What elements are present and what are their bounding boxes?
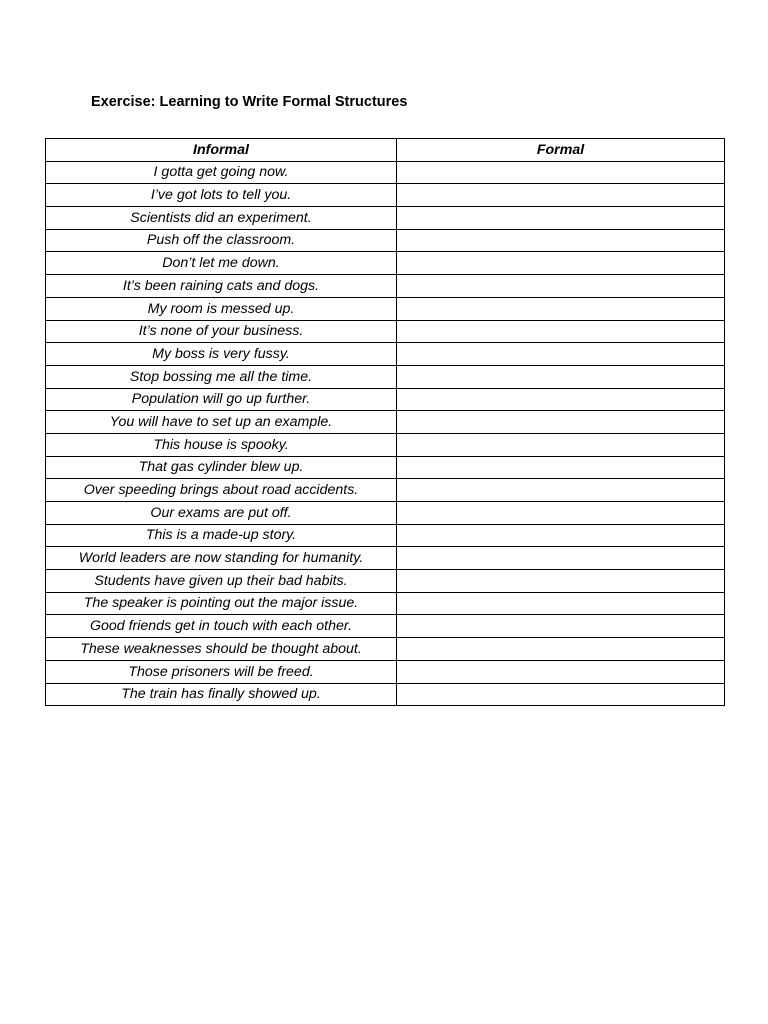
informal-cell: Students have given up their bad habits. [46,570,397,593]
table-row [46,502,725,525]
table-row [46,638,725,661]
informal-cell: I gotta get going now. [46,161,397,184]
table-row [46,365,725,388]
formal-answer-cell[interactable] [397,411,725,434]
formal-answer-cell[interactable] [397,252,725,275]
formal-answer-cell[interactable] [397,275,725,298]
formal-answer-cell[interactable] [397,592,725,615]
informal-cell: Over speeding brings about road accidents. [46,479,397,502]
table-row [46,343,725,366]
table-row [46,592,725,615]
informal-cell: Don’t let me down. [46,252,397,275]
informal-cell: The speaker is pointing out the major issue. [46,592,397,615]
formal-answer-cell[interactable] [397,297,725,320]
informal-cell: My room is messed up. [46,297,397,320]
table-row [46,184,725,207]
table-row [46,161,725,184]
informal-cell: That gas cylinder blew up. [46,456,397,479]
formal-answer-cell[interactable] [397,524,725,547]
formal-answer-cell[interactable] [397,570,725,593]
table-row [46,547,725,570]
formal-answer-cell[interactable] [397,433,725,456]
table-row [46,388,725,411]
informal-cell: It’s been raining cats and dogs. [46,275,397,298]
table-row [46,456,725,479]
informal-cell: This house is spooky. [46,433,397,456]
formal-answer-cell[interactable] [397,207,725,230]
informal-cell: Population will go up further. [46,388,397,411]
formal-answer-cell[interactable] [397,660,725,683]
formal-answer-cell[interactable] [397,184,725,207]
informal-cell: The train has finally showed up. [46,683,397,706]
informal-cell: I’ve got lots to tell you. [46,184,397,207]
formal-answer-cell[interactable] [397,161,725,184]
informal-cell: It’s none of your business. [46,320,397,343]
table-row [46,229,725,252]
formal-answer-cell[interactable] [397,502,725,525]
column-header-formal: Formal [397,139,725,162]
informal-cell: Stop bossing me all the time. [46,365,397,388]
table-row [46,615,725,638]
informal-cell: Good friends get in touch with each other. [46,615,397,638]
formal-answer-cell[interactable] [397,479,725,502]
table-row [46,275,725,298]
table-row [46,320,725,343]
table-row [46,479,725,502]
table-row [46,683,725,706]
formal-answer-cell[interactable] [397,638,725,661]
table-row [46,524,725,547]
formal-answer-cell[interactable] [397,683,725,706]
informal-cell: Those prisoners will be freed. [46,660,397,683]
formal-answer-cell[interactable] [397,343,725,366]
informal-cell: You will have to set up an example. [46,411,397,434]
informal-cell: This is a made-up story. [46,524,397,547]
formal-answer-cell[interactable] [397,456,725,479]
column-header-informal: Informal [46,139,397,162]
table-row [46,252,725,275]
table-row [46,660,725,683]
formal-answer-cell[interactable] [397,547,725,570]
informal-cell: World leaders are now standing for humanity. [46,547,397,570]
formal-answer-cell[interactable] [397,320,725,343]
formal-answer-cell[interactable] [397,365,725,388]
table-row [46,207,725,230]
exercise-table [45,138,725,706]
formal-answer-cell[interactable] [397,229,725,252]
formal-answer-cell[interactable] [397,388,725,411]
informal-cell: Our exams are put off. [46,502,397,525]
informal-cell: Scientists did an experiment. [46,207,397,230]
formal-answer-cell[interactable] [397,615,725,638]
informal-cell: My boss is very fussy. [46,343,397,366]
table-row [46,297,725,320]
table-row [46,411,725,434]
table-header-row [46,139,725,162]
table-row [46,433,725,456]
informal-cell: These weaknesses should be thought about. [46,638,397,661]
page-title: Exercise: Learning to Write Formal Structures [91,94,408,110]
informal-cell: Push off the classroom. [46,229,397,252]
table-row [46,570,725,593]
